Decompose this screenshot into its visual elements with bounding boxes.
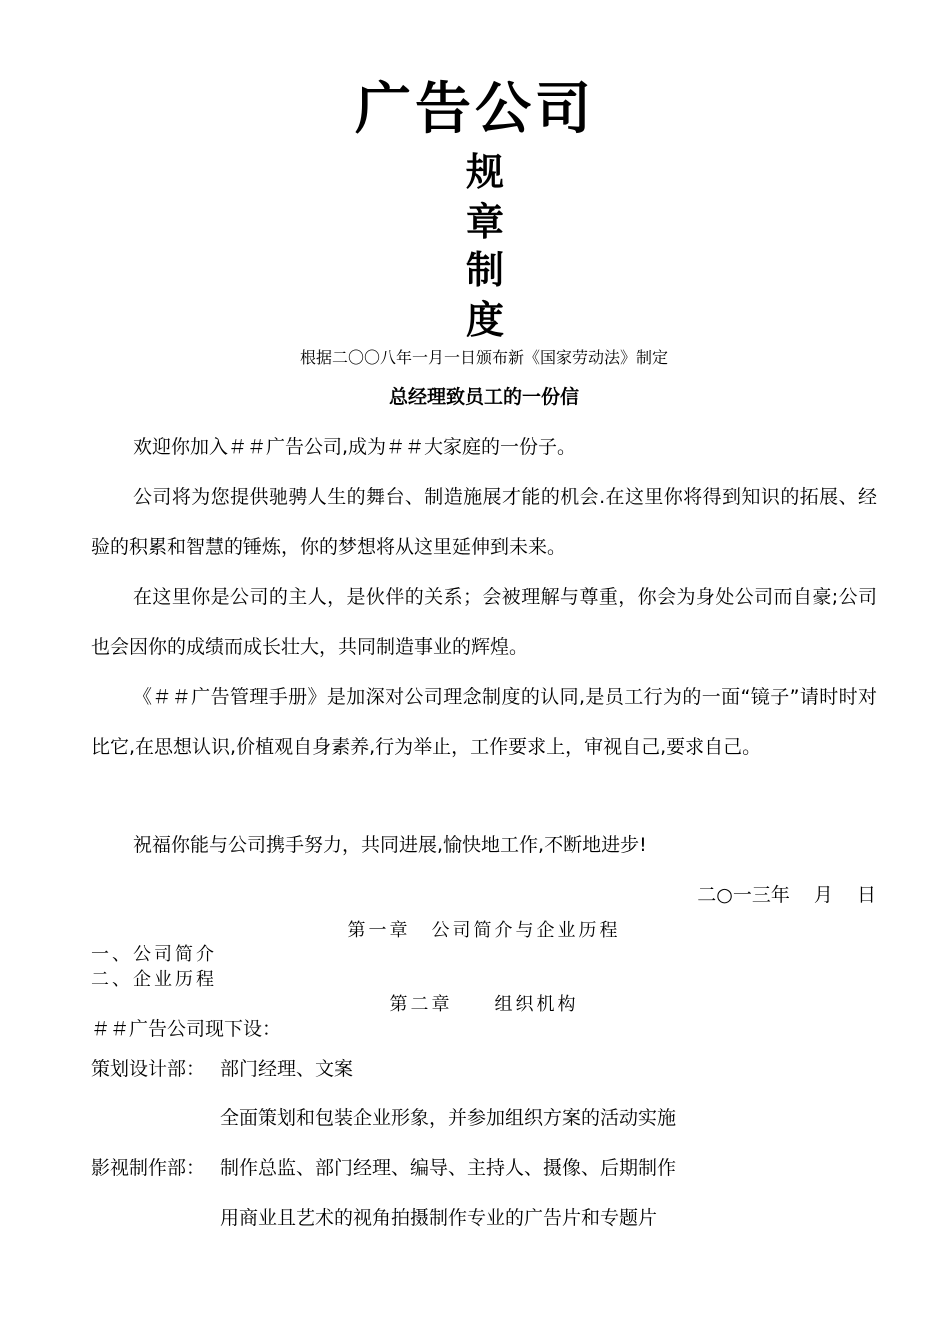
- letter-date: 二○一三年 月 日: [697, 884, 876, 906]
- document-title: 广告公司: [355, 76, 595, 142]
- department-label: 影视制作部：: [91, 1157, 206, 1179]
- department-description: 用商业且艺术的视角拍摄制作专业的广告片和专题片: [220, 1207, 658, 1229]
- department-roles: 制作总监、部门经理、编导、主持人、摄像、后期制作: [220, 1157, 677, 1179]
- department-roles: 部门经理、文案: [220, 1058, 354, 1080]
- chapter-2-title: 第二章 组织机构: [389, 994, 579, 1015]
- subtitle-char: 制: [465, 247, 504, 292]
- section-heading: 一、公司简介: [91, 944, 217, 965]
- letter-paragraph: 在这里你是公司的主人，是伙伴的关系；会被理解与尊重，你会为身处公司而自豪;公司也会因你的成绩而成长壮大，共同制造事业的辉煌。: [91, 586, 877, 658]
- letter-title: 总经理致员工的一份信: [388, 386, 579, 408]
- labor-law-note: 根据二〇〇八年一月一日颁布新《国家劳动法》制定: [299, 348, 668, 367]
- subtitle-char: 规: [465, 149, 504, 194]
- subtitle-char: 章: [465, 199, 504, 244]
- letter-paragraph: 《＃＃广告管理手册》是加深对公司理念制度的认同,是员工行为的一面“镜子”请时时对比它,在思想认识,价植观自身素养,行为举止，工作要求上，审视自己,要求自己。: [91, 686, 877, 758]
- letter-paragraph: 祝福你能与公司携手努力，共同进展,愉快地工作,不断地进步!: [133, 834, 647, 856]
- org-intro: ＃＃广告公司现下设：: [91, 1018, 282, 1040]
- chapter-1-title: 第一章 公司简介与企业历程: [347, 920, 621, 941]
- letter-paragraph: 欢迎你加入＃＃广告公司,成为＃＃大家庭的一份子。: [133, 436, 577, 458]
- department-label: 策划设计部：: [91, 1058, 206, 1080]
- subtitle-char: 度: [465, 297, 504, 342]
- letter-paragraph: 公司将为您提供驰骋人生的舞台、制造施展才能的机会.在这里你将得到知识的拓展、经验的积累和智慧的锤炼，你的梦想将从这里延伸到未来。: [91, 486, 877, 558]
- department-description: 全面策划和包装企业形象，并参加组织方案的活动实施: [220, 1107, 677, 1129]
- section-heading: 二、企业历程: [91, 969, 217, 990]
